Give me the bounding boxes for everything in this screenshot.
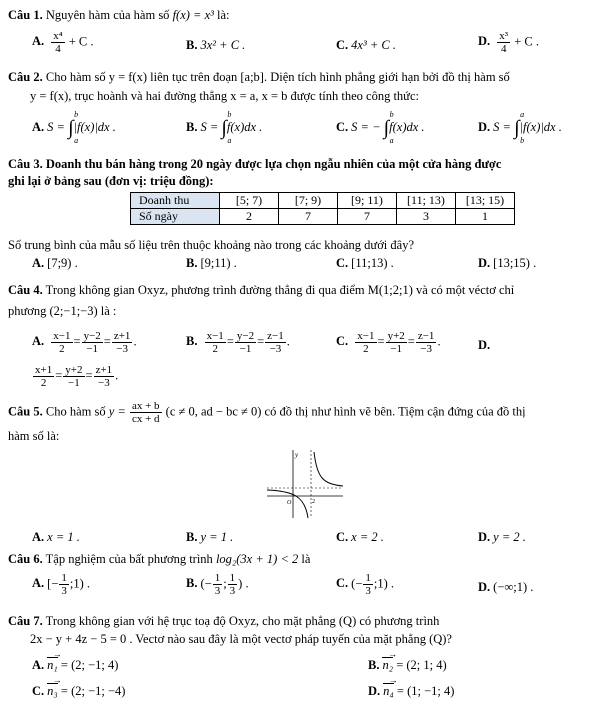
question-3-options: [8, 256, 595, 278]
question-3-line2: ghi lại ở bảng sau (đơn vị: triệu đồng):: [8, 173, 214, 188]
option-7a[interactable]: A. n₁ → = (2; −1; 4): [32, 658, 118, 673]
option-3c[interactable]: C. [11;13) .: [336, 256, 394, 270]
option-4b[interactable]: B. $\frac{x-1}{2}$ = $\frac{y-2}{-1}$ = $\frac{z-1}{-3}$ .: [186, 330, 290, 356]
table-row: Số ngày 2 7 7 3 1: [131, 209, 515, 225]
vector-symbol: n₃ →: [47, 684, 58, 699]
integral-sign: ∫ b a: [68, 110, 79, 145]
question-5-options: [8, 530, 595, 552]
option-4a[interactable]: A. $\frac{x-1}{2}$ = $\frac{y-2}{-1}$ = $\frac{z+1}{-3}$ .: [32, 330, 137, 356]
option-5a[interactable]: A. x = 1 .: [32, 530, 80, 544]
vector-symbol: n₁ →: [47, 658, 58, 673]
question-1: [8, 6, 595, 25]
option-1d[interactable]: D. $\frac{\text{x³}}{4}$ + C .: [478, 30, 539, 56]
option-7d[interactable]: D. n₄ → = (1; −1; 4): [368, 684, 454, 699]
option-4d[interactable]: $\frac{x+1}{2}$ = $\frac{y+2}{-1}$ = $\frac{z+1}{-3}$ .: [35, 364, 119, 390]
question-5: Câu 5. Cho hàm số y = $\frac{ax + b}{cx + d}$ (c ≠ 0, ad − bc ≠ 0) có đồ thị như hình vẽ bên. Tiệm cận đứng của đồ thị hàm số là:: [8, 400, 526, 444]
fraction: $\frac{\text{x³}}{4}$: [499, 30, 509, 56]
revenue-table: [130, 192, 515, 225]
integral-sign: ∫ b a: [221, 110, 232, 145]
option-1c[interactable]: C. 4x³ + C .: [336, 38, 396, 52]
question-3-prompt: Số trung bình của mẫu số liệu trên thuộc khoảng nào trong các khoảng dưới đây?: [8, 238, 414, 252]
option-2c[interactable]: C. S = − ∫ b a f(x)dx .: [336, 110, 425, 145]
option-6a[interactable]: A. [− $\frac{1}{3}$ ;1) .: [32, 572, 91, 598]
fraction: $\frac{\text{x⁴}}{4}$: [53, 30, 63, 56]
option-2d[interactable]: D. S = ∫ a b |f(x)|dx .: [478, 110, 562, 145]
question-5-number: Câu 5.: [8, 404, 43, 419]
vector-symbol: n₄ →: [383, 684, 394, 699]
question-3-line1: Doanh thu bán hàng trong 20 ngày được lựa chọn ngẫu nhiên của một cửa hàng được: [45, 157, 502, 171]
option-7b[interactable]: B. n₂ → = (2; 1; 4): [368, 658, 447, 673]
option-4c[interactable]: C. $\frac{x-1}{2}$ = $\frac{y+2}{-1}$ = $\frac{z-1}{-3}$ .: [336, 330, 441, 356]
question-4-number: Câu 4.: [8, 283, 43, 297]
question-4-line1: Trong không gian Oxyz, phương trình đường thẳng đi qua điểm M(1;2;1) và có một véctơ chỉ: [45, 283, 515, 297]
option-3a[interactable]: A. [7;9) .: [32, 256, 78, 270]
option-6d[interactable]: D. (−∞;1) .: [478, 580, 534, 594]
x-tick-2: 2: [312, 499, 315, 505]
question-2-line1: Cho hàm số y = f(x) liên tục trên đoạn [a;b]. Diện tích hình phẳng giới hạn bởi đồ thị hàm số: [45, 70, 510, 84]
table-row: Doanh thu [5; 7) [7; 9) [9; 11) [11; 13) [13; 15): [131, 193, 515, 209]
option-1a[interactable]: A. $\frac{\text{x⁴}}{4}$ + C .: [32, 30, 94, 56]
option-3d[interactable]: D. [13;15) .: [478, 256, 537, 270]
question-1-text: Nguyên hàm của hàm số: [45, 8, 170, 22]
question-4-line2: phương (2;−1;−3) là :: [8, 304, 117, 319]
question-3: [8, 156, 595, 190]
curve-right-branch: [314, 452, 343, 486]
function-graph: [265, 448, 345, 520]
integral-sign: ∫ a b: [514, 110, 525, 145]
question-7-options-row2: [8, 684, 595, 706]
question-1-expr: f(x) = x³: [172, 8, 214, 22]
option-5c[interactable]: C. x = 2 .: [336, 530, 384, 544]
y-label: y: [295, 451, 299, 459]
option-7c[interactable]: C. n₃ → = (2; −1; −4): [32, 684, 125, 699]
option-3b[interactable]: B. [9;11) .: [186, 256, 237, 270]
option-6c[interactable]: C. (− $\frac{1}{3}$ ;1) .: [336, 572, 395, 598]
question-4: [8, 280, 595, 323]
question-6-options: [8, 572, 595, 606]
question-6-number: Câu 6.: [8, 552, 43, 566]
question-2-number: Câu 2.: [8, 70, 43, 84]
question-7: Câu 7. Trong không gian với hệ trục toạ độ Oxyz, cho mặt phẳng (Q) có phương trình 2x − y + 4z − 5 = 0 . Vectơ nào sau đây là một vectơ pháp tuyến của mặt phẳng (Q)?: [8, 614, 452, 647]
question-2-options: [8, 110, 595, 148]
question-3-number: Câu 3.: [8, 157, 43, 171]
question-1-options: [8, 30, 595, 64]
question-7-options-row1: [8, 658, 595, 680]
integral-sign: ∫ b a: [383, 110, 394, 145]
question-1-number: Câu 1.: [8, 8, 43, 22]
option-2b[interactable]: B. S = ∫ b a f(x)dx .: [186, 110, 263, 145]
option-5b[interactable]: B. y = 1 .: [186, 530, 234, 544]
option-4d-label[interactable]: D.: [478, 338, 491, 352]
question-1-tail: là:: [217, 8, 230, 22]
vector-symbol: n₂ →: [382, 658, 393, 673]
question-2-line2: y = f(x), trục hoành và hai đường thẳng x = a, x = b được tính theo công thức:: [30, 89, 419, 104]
option-5d[interactable]: D. y = 2 .: [478, 530, 526, 544]
question-2: [8, 68, 595, 107]
question-4-options: [8, 330, 595, 364]
question-6: Câu 6. Tập nghiệm của bất phương trình log₂(3x + 1) < 2 là: [8, 552, 311, 566]
option-2a[interactable]: A. S = ∫ b a |f(x)|dx .: [32, 110, 116, 145]
question-7-number: Câu 7.: [8, 614, 43, 628]
function-fraction: $\frac{ax + b}{cx + d}$: [131, 400, 160, 426]
origin-label: O: [287, 500, 292, 506]
option-1b[interactable]: B. 3x² + C .: [186, 38, 246, 52]
option-6b[interactable]: B. (− $\frac{1}{3}$ ; $\frac{1}{3}$ ) .: [186, 572, 249, 598]
